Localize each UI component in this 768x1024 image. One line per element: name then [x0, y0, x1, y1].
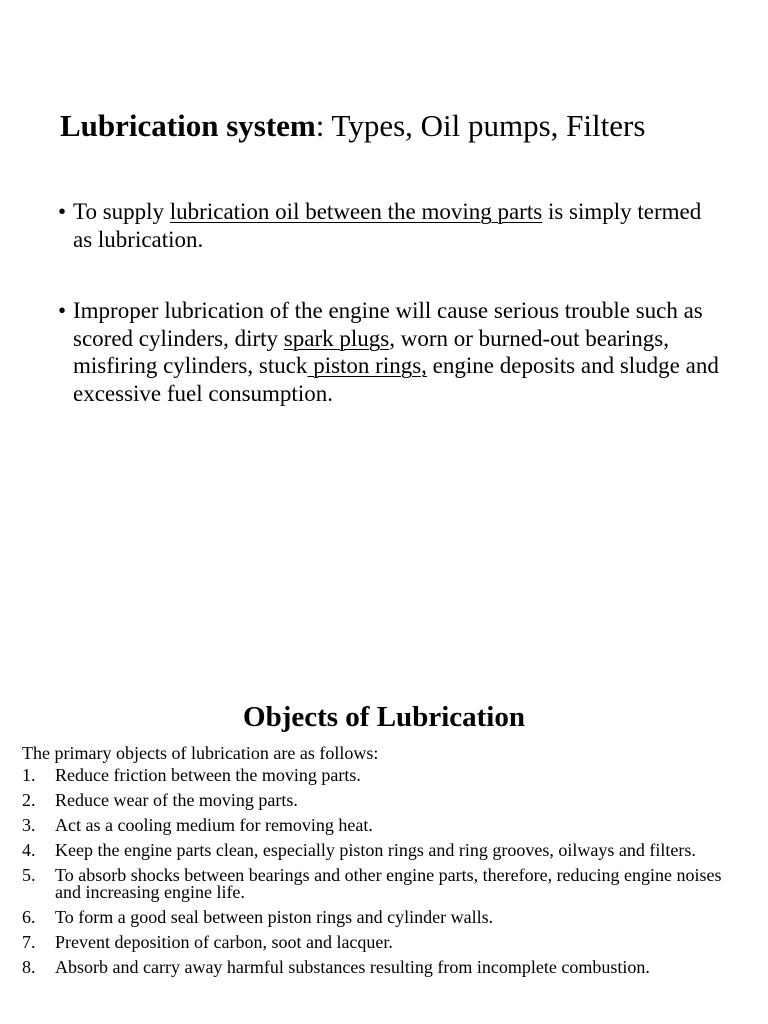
list-item-number: 6.	[22, 907, 36, 927]
bullet1-underlined: lubrication oil between the moving parts	[169, 199, 543, 224]
title-bold: Lubrication system	[60, 108, 316, 143]
list-item-text: Absorb and carry away harmful substances resulting from incomplete combustion.	[55, 957, 650, 977]
bullet2-text-part3: engine deposits and sludge and excessive fuel consumption.	[73, 353, 719, 406]
objects-heading: Objects of Lubrication	[243, 701, 525, 733]
bullet-marker: •	[58, 298, 67, 323]
list-item-text: To absorb shocks between bearings and other engine parts, therefore, reducing engine noises and increasing engine life.	[55, 865, 722, 902]
list-item-number: 4.	[22, 840, 36, 860]
list-item	[22, 792, 722, 809]
list-item-text: Reduce friction between the moving parts.	[55, 765, 361, 785]
objects-intro: The primary objects of lubrication are as follows:	[22, 743, 379, 763]
list-item	[22, 842, 722, 859]
list-item	[22, 959, 722, 976]
list-item-number: 2.	[22, 790, 36, 810]
list-item-text: Keep the engine parts clean, especially piston rings and ring grooves, oilways and filters.	[55, 840, 696, 860]
list-item-text: Reduce wear of the moving parts.	[55, 790, 298, 810]
piston-rings-link[interactable]: piston rings,	[307, 353, 427, 378]
bullet1-text-pre: To supply	[73, 199, 170, 224]
bullet-improper-lubrication	[58, 297, 723, 407]
list-item-text: Prevent deposition of carbon, soot and lacquer.	[55, 932, 393, 952]
list-item-text: Act as a cooling medium for removing heat.	[55, 815, 373, 835]
bullet1-text-post: is simply termed as lubrication.	[73, 199, 702, 252]
slide-title	[60, 107, 720, 144]
list-item-text: To form a good seal between piston rings and cylinder walls.	[55, 907, 494, 927]
list-item-number: 1.	[22, 765, 36, 785]
list-item	[22, 767, 722, 784]
bullet-definition	[58, 198, 723, 253]
title-rest: : Types, Oil pumps, Filters	[315, 108, 646, 143]
list-item-number: 3.	[22, 815, 36, 835]
bullet-marker: •	[58, 199, 67, 224]
list-item-number: 7.	[22, 932, 36, 952]
list-item-number: 5.	[22, 865, 36, 885]
bullet2-text-part2: , worn or burned-out bearings, misfiring cylinders, stuck	[73, 325, 669, 378]
list-item	[22, 817, 722, 834]
bullet2-text-part1: Improper lubrication of the engine will cause serious trouble such as scored cylinders, dirty	[73, 298, 703, 351]
list-item	[22, 909, 722, 926]
list-item-number: 8.	[22, 957, 36, 977]
list-item	[22, 867, 722, 901]
slide-objects-of-lubrication	[0, 690, 768, 1024]
list-item	[22, 934, 722, 951]
spark-plugs-link[interactable]: spark plugs	[283, 325, 390, 351]
objects-list	[22, 767, 722, 984]
